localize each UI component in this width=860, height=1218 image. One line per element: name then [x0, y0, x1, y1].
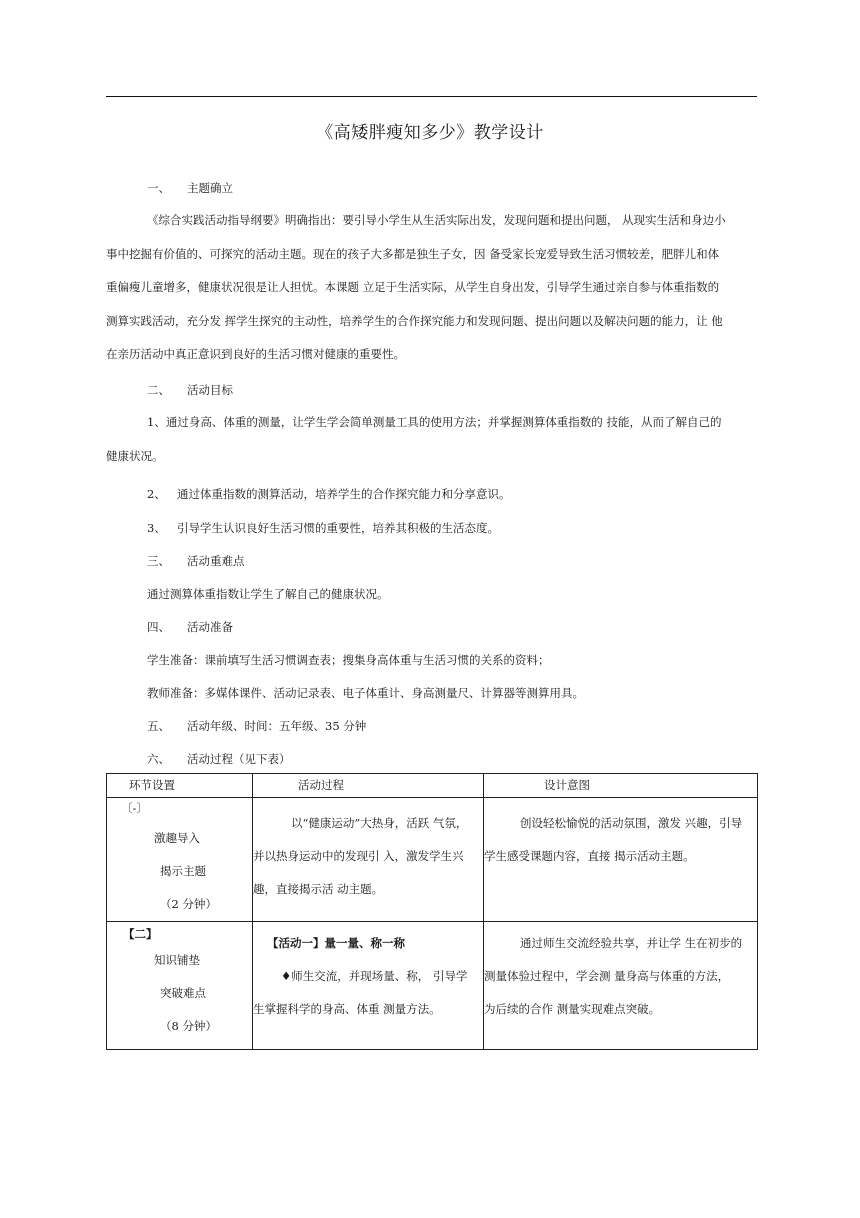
- process-cell: 以“健康运动”大热身，活跃 气氛， 并以热身运动中的发现引 入，激发学生兴 趣，直接揭示活 动主题。: [253, 798, 484, 922]
- table-header-row: [107, 774, 758, 798]
- student-preparation: 学生准备：课前填写生活习惯调查表；搜集身高体重与生活习惯的关系的资料；: [147, 653, 550, 667]
- goal-2: 2、 通过体重指数的测算活动，培养学生的合作探究能力和分享意识。: [147, 487, 511, 501]
- stage-tag: 【二】: [123, 927, 158, 941]
- stage-subtitle: 揭示主题: [160, 864, 206, 878]
- header-intent: 设计意图: [484, 774, 758, 798]
- section-heading-5: 五、 活动年级、时间：五年级、35 分钟: [147, 719, 367, 733]
- section-heading-3: 三、 活动重难点: [147, 554, 245, 568]
- header-rule: [106, 96, 757, 97]
- intent-cell: 通过师生交流经验共享，并让学 生在初步的 测量体验过程中，学会测 量身高与体重的方法， 为后续的合作 测量实现难点突破。: [484, 922, 758, 1050]
- activity-title: 【活动一】量一量、称一称: [267, 936, 405, 950]
- stage-cell: [107, 922, 253, 1050]
- key-difficulty-text: 通过测算体重指数让学生了解自己的健康状况。: [147, 587, 389, 601]
- goal-3: 3、 引导学生认识良好生活习惯的重要性，培养其积极的生活态度。: [147, 521, 499, 535]
- activity-process-table: [106, 773, 758, 1050]
- header-stage: 环节设置: [107, 774, 253, 798]
- stage-duration: （2 分钟）: [160, 897, 217, 911]
- stage-name: 知识铺垫: [154, 953, 200, 967]
- stage-tag: 〔-〕: [121, 801, 148, 815]
- goal-1: 1、通过身高、体重的测量，让学生学会简单测量工具的使用方法；并掌握测算体重指数的 技能，从而了解自己的 健康状况。: [106, 415, 722, 463]
- section-heading-1: 一、 主题确立: [147, 181, 233, 195]
- section-heading-4: 四、 活动准备: [147, 620, 233, 634]
- section-heading-2: 二、 活动目标: [147, 383, 233, 397]
- table-row: [107, 922, 758, 1050]
- stage-cell: [107, 798, 253, 922]
- section-heading-6: 六、 活动过程（见下表）: [147, 752, 291, 766]
- stage-name: 激趣导入: [154, 831, 200, 845]
- table-row: [107, 798, 758, 922]
- stage-subtitle: 突破难点: [160, 986, 206, 1000]
- header-process: 活动过程: [253, 774, 484, 798]
- section-1-paragraph: 《综合实践活动指导纲要》明确指出：要引导小学生从生活实际出发，发现问题和提出问题， 从现实生活和身边小 事中挖掘有价值的、可探究的活动主题。现在的孩子大多都是独生子女，因 备受家长宠爱导致生活习惯较差，肥胖儿和体 重偏瘦儿童增多，健康状况很是让人担忧。本课题 立足于生活实际，从学生自身出发，引导学生通过亲自参与体重指数的 测算实践活动，充分发 挥学生探究的主动性，培养学生的合作探究能力和发现问题、提出问题以及解决问题的能力，让 他 在亲历活动中真正意识到良好的生活习惯对健康的重要性。: [106, 213, 726, 362]
- teacher-preparation: 教师准备：多媒体课件、活动记录表、电子体重计、身高测量尺、计算器等测算用具。: [147, 686, 584, 700]
- stage-duration: （8 分钟）: [160, 1019, 217, 1033]
- process-cell: 【活动一】量一量、称一称 ♦师生交流，并现场量、称， 引导学 生掌握科学的身高、体重 测量方法。: [253, 922, 484, 1050]
- document-title: 《高矮胖瘦知多少》教学设计: [316, 123, 544, 143]
- intent-cell: 创设轻松愉悦的活动氛围，激发 兴趣，引导 学生感受课题内容，直接 揭示活动主题。: [484, 798, 758, 922]
